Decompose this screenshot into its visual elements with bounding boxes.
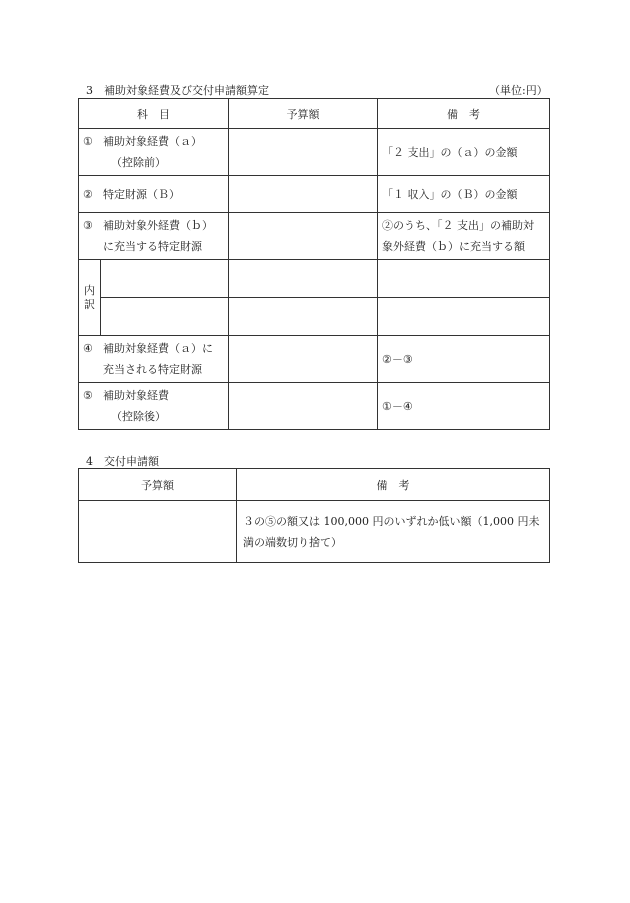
table-row bbox=[79, 383, 550, 430]
breakdown-row bbox=[79, 260, 550, 298]
row-remarks: ②－③ bbox=[378, 336, 550, 383]
row-item: ⑤ 補助対象経費 （控除後） bbox=[79, 383, 229, 430]
breakdown-remarks[interactable] bbox=[378, 298, 550, 336]
grant-budget[interactable] bbox=[79, 501, 237, 563]
row-budget[interactable] bbox=[229, 129, 378, 176]
header-budget: 予算額 bbox=[229, 99, 378, 129]
row-budget[interactable] bbox=[229, 383, 378, 430]
row-budget[interactable] bbox=[229, 176, 378, 213]
table-row bbox=[79, 176, 550, 213]
row-item: ④ 補助対象経費（ａ）に 充当される特定財源 bbox=[79, 336, 229, 383]
unit-label: （単位:円） bbox=[489, 84, 548, 97]
breakdown-item[interactable] bbox=[101, 298, 229, 336]
grant-remarks: ３の⑤の額又は 100,000 円のいずれか低い額（1,000 円未 満の端数切り捨て） bbox=[237, 501, 550, 563]
row-remarks: ②のうち、「２ 支出」の補助対 象外経費（ｂ）に充当する額 bbox=[378, 213, 550, 260]
budget-calculation-table bbox=[78, 98, 550, 430]
table-row bbox=[79, 213, 550, 260]
table-row bbox=[79, 501, 550, 563]
header-remarks: 備 考 bbox=[378, 99, 550, 129]
section3-title: 3 補助対象経費及び交付申請額算定 bbox=[86, 84, 269, 97]
breakdown-budget[interactable] bbox=[229, 260, 378, 298]
row-remarks: 「２ 支出」の（ａ）の金額 bbox=[378, 129, 550, 176]
grant-request-table bbox=[78, 468, 550, 563]
table-row bbox=[79, 129, 550, 176]
header-item: 科 目 bbox=[79, 99, 229, 129]
breakdown-remarks[interactable] bbox=[378, 260, 550, 298]
row-remarks: ①－④ bbox=[378, 383, 550, 430]
row-remarks: 「１ 収入」の（Ｂ）の金額 bbox=[378, 176, 550, 213]
row-budget[interactable] bbox=[229, 336, 378, 383]
breakdown-label: 内 訳 bbox=[79, 260, 101, 336]
row-item: ① 補助対象経費（ａ） （控除前） bbox=[79, 129, 229, 176]
breakdown-item[interactable] bbox=[101, 260, 229, 298]
breakdown-budget[interactable] bbox=[229, 298, 378, 336]
table-row bbox=[79, 336, 550, 383]
header-remarks: 備 考 bbox=[237, 469, 550, 501]
row-item: ③ 補助対象外経費（ｂ） に充当する特定財源 bbox=[79, 213, 229, 260]
row-item: ② 特定財源（Ｂ） bbox=[79, 176, 229, 213]
row-budget[interactable] bbox=[229, 213, 378, 260]
section4-title: 4 交付申請額 bbox=[86, 455, 159, 468]
header-budget: 予算額 bbox=[79, 469, 237, 501]
breakdown-row bbox=[79, 298, 550, 336]
